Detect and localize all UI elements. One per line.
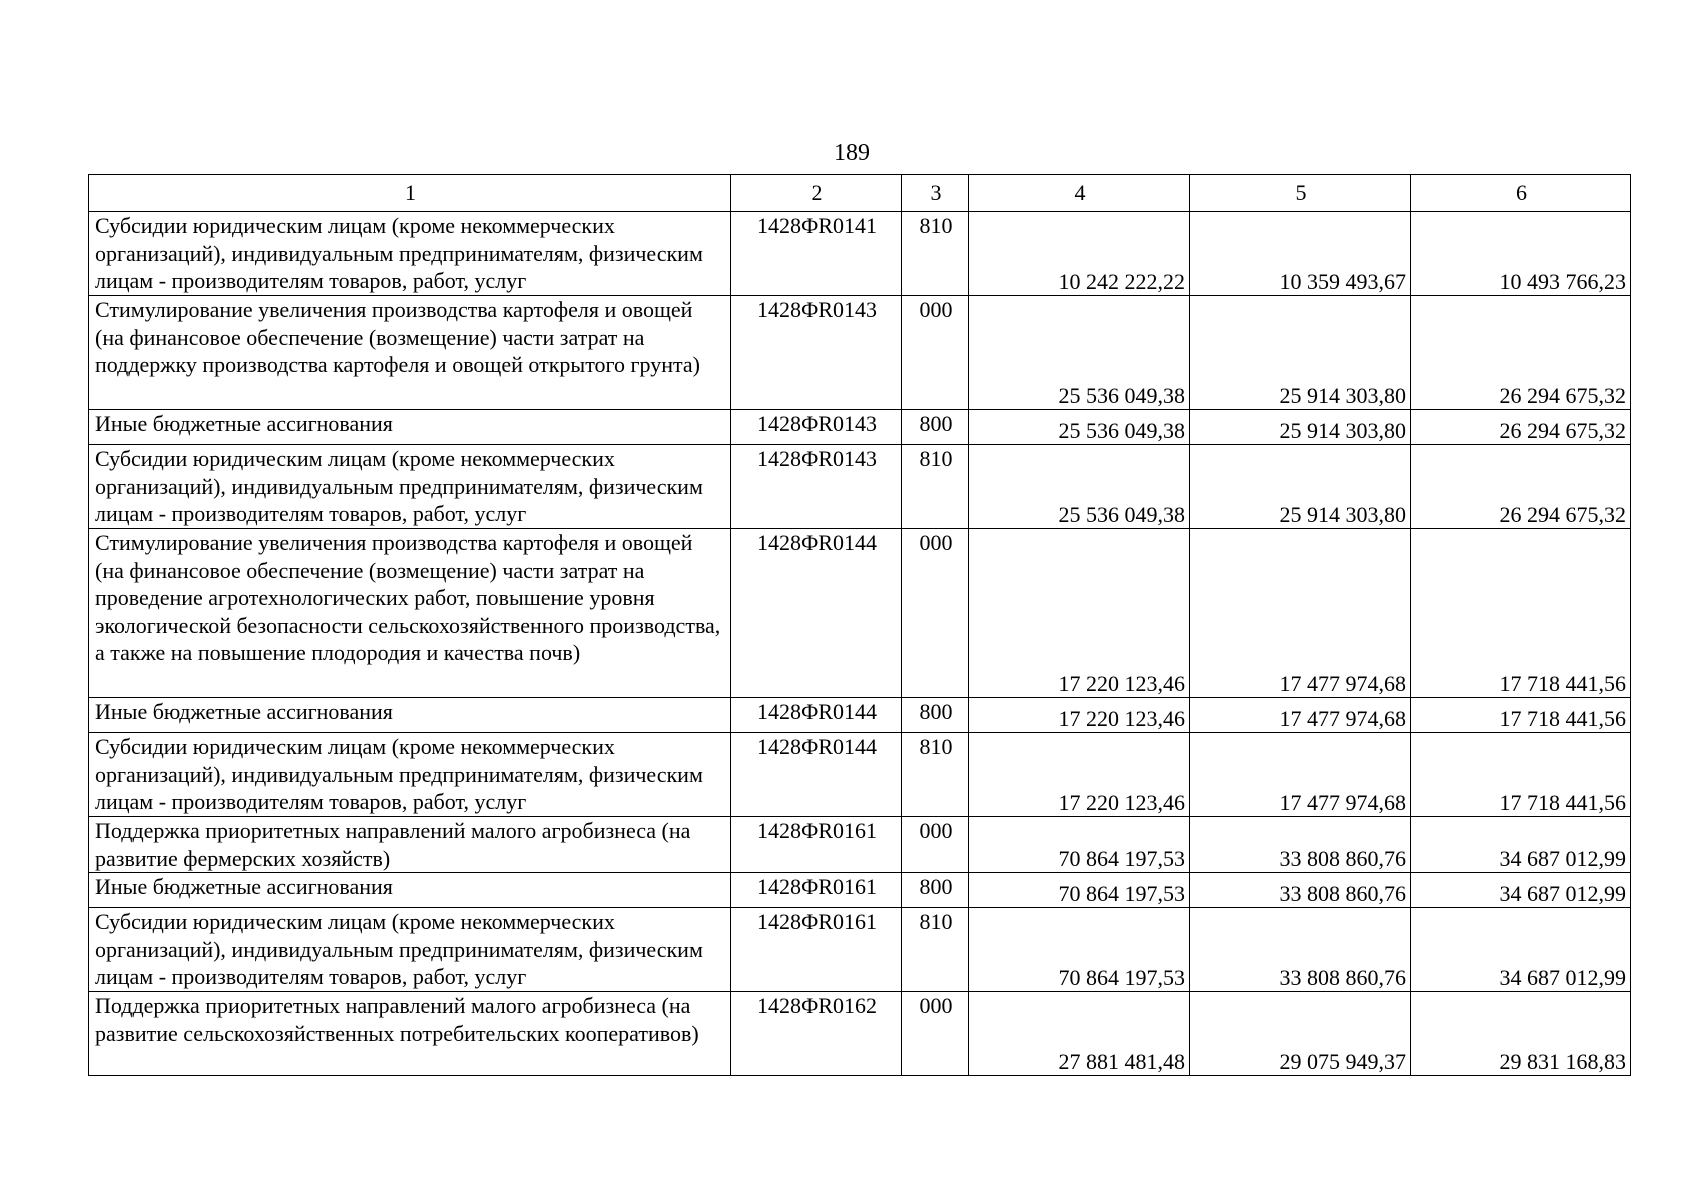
target-article-code: 1428ФR0162 (731, 992, 902, 1076)
target-article-code: 1428ФR0143 (731, 445, 902, 529)
table-header (89, 175, 1631, 212)
expense-type-code: 000 (902, 296, 969, 410)
table-row (89, 529, 1631, 698)
amount-1-cell: 17 220 123,46 (969, 698, 1190, 733)
target-article-code: 1428ФR0141 (731, 212, 902, 296)
amount-2-cell: 25 914 303,80 (1190, 445, 1411, 529)
amount-1-cell: 70 864 197,53 (969, 873, 1190, 908)
amount-2-cell: 33 808 860,76 (1190, 873, 1411, 908)
row-name-cell: Субсидии юридическим лицам (кроме некоммерческих организаций), индивидуальным предпринимателям, физическим лицам - производителям товаров, работ, услуг (89, 908, 731, 992)
target-article-code: 1428ФR0161 (731, 908, 902, 992)
target-article-code: 1428ФR0144 (731, 698, 902, 733)
expense-type-code: 810 (902, 908, 969, 992)
row-name-cell: Субсидии юридическим лицам (кроме некоммерческих организаций), индивидуальным предпринимателям, физическим лицам - производителям товаров, работ, услуг (89, 733, 731, 817)
column-header-amount-1: 4 (969, 175, 1190, 212)
amount-1-cell: 25 536 049,38 (969, 410, 1190, 445)
table-row (89, 212, 1631, 296)
expense-type-code: 000 (902, 817, 969, 873)
amount-1-cell: 10 242 222,22 (969, 212, 1190, 296)
expense-type-code: 000 (902, 992, 969, 1076)
target-article-code: 1428ФR0143 (731, 410, 902, 445)
table-body (89, 212, 1631, 1076)
table-row (89, 445, 1631, 529)
amount-3-cell: 17 718 441,56 (1411, 529, 1631, 698)
row-name-cell: Иные бюджетные ассигнования (89, 873, 731, 908)
target-article-code: 1428ФR0161 (731, 817, 902, 873)
table-row (89, 817, 1631, 873)
row-name-cell: Субсидии юридическим лицам (кроме некоммерческих организаций), индивидуальным предпринимателям, физическим лицам - производителям товаров, работ, услуг (89, 445, 731, 529)
column-header-target-article: 2 (731, 175, 902, 212)
expense-type-code: 800 (902, 698, 969, 733)
amount-2-cell: 17 477 974,68 (1190, 698, 1411, 733)
target-article-code: 1428ФR0143 (731, 296, 902, 410)
amount-2-cell: 33 808 860,76 (1190, 908, 1411, 992)
amount-3-cell: 10 493 766,23 (1411, 212, 1631, 296)
column-number-row (89, 175, 1631, 212)
row-name-cell: Поддержка приоритетных направлений малого агробизнеса (на развитие фермерских хозяйств) (89, 817, 731, 873)
table-row (89, 698, 1631, 733)
amount-2-cell: 25 914 303,80 (1190, 410, 1411, 445)
expense-type-code: 810 (902, 212, 969, 296)
expense-type-code: 810 (902, 445, 969, 529)
expense-type-code: 800 (902, 873, 969, 908)
amount-2-cell: 10 359 493,67 (1190, 212, 1411, 296)
amount-1-cell: 70 864 197,53 (969, 817, 1190, 873)
amount-3-cell: 26 294 675,32 (1411, 296, 1631, 410)
target-article-code: 1428ФR0144 (731, 733, 902, 817)
amount-1-cell: 17 220 123,46 (969, 529, 1190, 698)
table-row (89, 410, 1631, 445)
target-article-code: 1428ФR0161 (731, 873, 902, 908)
expense-type-code: 800 (902, 410, 969, 445)
table-row (89, 296, 1631, 410)
row-name-cell: Иные бюджетные ассигнования (89, 410, 731, 445)
row-name-cell: Стимулирование увеличения производства картофеля и овощей (на финансовое обеспечение (возмещение) части затрат на проведение агротехнологических работ, повышение уровня экологической безопасности сельскохозяйственного производства, а также на повышение плодородия и качества почв) (89, 529, 731, 698)
column-header-expense-type: 3 (902, 175, 969, 212)
amount-3-cell: 17 718 441,56 (1411, 733, 1631, 817)
amount-2-cell: 25 914 303,80 (1190, 296, 1411, 410)
amount-2-cell: 17 477 974,68 (1190, 529, 1411, 698)
table-row (89, 733, 1631, 817)
amount-1-cell: 27 881 481,48 (969, 992, 1190, 1076)
amount-3-cell: 34 687 012,99 (1411, 873, 1631, 908)
budget-table (88, 174, 1631, 1076)
row-name-cell: Иные бюджетные ассигнования (89, 698, 731, 733)
amount-3-cell: 26 294 675,32 (1411, 410, 1631, 445)
expense-type-code: 000 (902, 529, 969, 698)
page-number: 189 (834, 140, 870, 166)
table-row (89, 908, 1631, 992)
table-row (89, 992, 1631, 1076)
expense-type-code: 810 (902, 733, 969, 817)
amount-1-cell: 70 864 197,53 (969, 908, 1190, 992)
row-name-cell: Субсидии юридическим лицам (кроме некоммерческих организаций), индивидуальным предпринимателям, физическим лицам - производителям товаров, работ, услуг (89, 212, 731, 296)
column-header-amount-3: 6 (1411, 175, 1631, 212)
amount-2-cell: 17 477 974,68 (1190, 733, 1411, 817)
amount-3-cell: 17 718 441,56 (1411, 698, 1631, 733)
row-name-cell: Стимулирование увеличения производства картофеля и овощей (на финансовое обеспечение (возмещение) части затрат на поддержку производства картофеля и овощей открытого грунта) (89, 296, 731, 410)
amount-1-cell: 17 220 123,46 (969, 733, 1190, 817)
amount-3-cell: 34 687 012,99 (1411, 908, 1631, 992)
amount-3-cell: 26 294 675,32 (1411, 445, 1631, 529)
amount-1-cell: 25 536 049,38 (969, 296, 1190, 410)
amount-3-cell: 34 687 012,99 (1411, 817, 1631, 873)
amount-3-cell: 29 831 168,83 (1411, 992, 1631, 1076)
column-header-name: 1 (89, 175, 731, 212)
target-article-code: 1428ФR0144 (731, 529, 902, 698)
amount-1-cell: 25 536 049,38 (969, 445, 1190, 529)
amount-2-cell: 33 808 860,76 (1190, 817, 1411, 873)
column-header-amount-2: 5 (1190, 175, 1411, 212)
table-row (89, 873, 1631, 908)
row-name-cell: Поддержка приоритетных направлений малого агробизнеса (на развитие сельскохозяйственных потребительских кооперативов) (89, 992, 731, 1076)
amount-2-cell: 29 075 949,37 (1190, 992, 1411, 1076)
